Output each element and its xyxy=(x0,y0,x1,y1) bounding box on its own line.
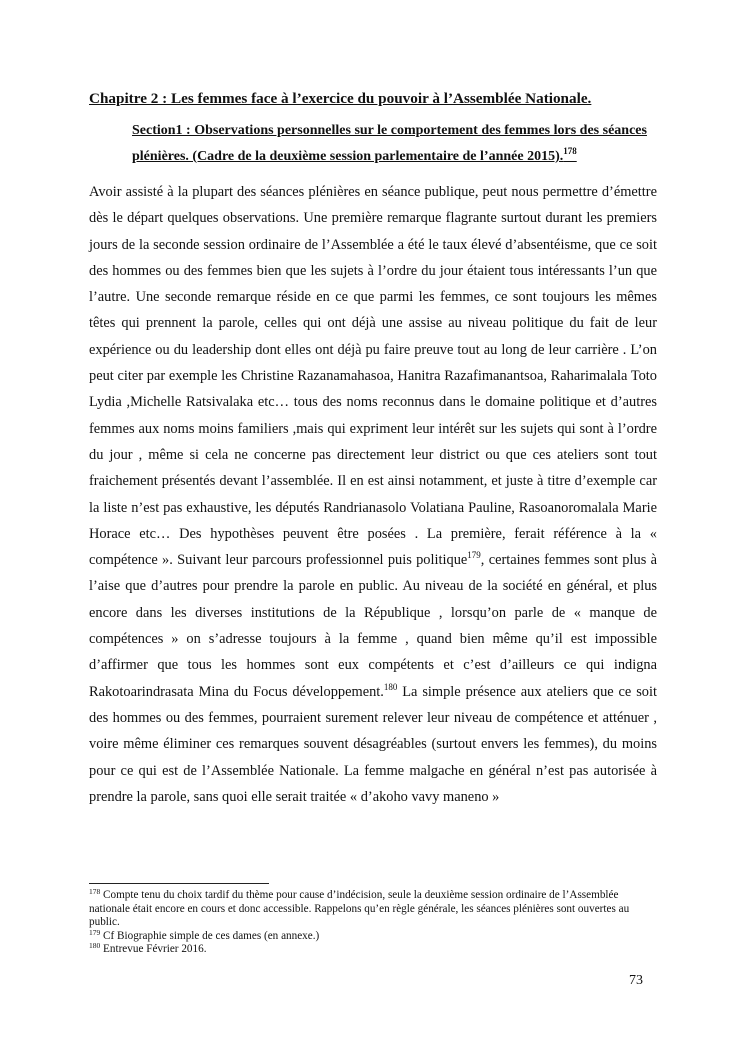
footnotes xyxy=(89,889,649,957)
footnote-number: 180 xyxy=(89,941,101,951)
footnote-number: 179 xyxy=(89,927,101,937)
footnote-text: Compte tenu du choix tardif du thème pour cause d’indécision, seule la deuxième session ordinaire de l’Assemblée nationale était encore en cours et donc accessible. Rappelons qu’en règle générale, les séances plénières sont ouvertes au public. xyxy=(89,889,630,929)
footnote-number: 178 xyxy=(89,887,101,896)
chapter-title: Chapitre 2 : Les femmes face à l’exercice du pouvoir à l’Assemblée Nationale. xyxy=(89,90,592,107)
paragraph-part-3: La simple présence aux ateliers que ce soit des hommes ou des femmes, pourraient surement relever leur niveau de compétence et atténuer , voire même éliminer ces remarques souvent désagréables (surtout envers les femmes), du moins pour ce qui est de l’Assemblée Nationale. La femme malgache en général n’est pas autorisée à prendre la parole, sans quoi elle serait traitée « d’akoho vavy maneno » xyxy=(89,683,657,805)
paragraph-part-2: , certaines femmes sont plus à l’aise que d’autres pour prendre la parole en public. Au niveau de la société en général, et plus encore dans les diverses institutions de la République , lorsqu’on parle de « manque de compétences » on s’adresse toujours à la femme , quand bien même qu’il est impossible d’affirmer que tous les hommes sont eux compétents et c’est d’ailleurs ce qui indigna Rakotoarindrasata Mina du Focus développement. xyxy=(89,552,658,700)
section-title-text: Section1 : Observations personnelles sur le comportement des femmes lors des séances plénières. (Cadre de la deuxième session parlementaire de l’année 2015). xyxy=(132,123,647,164)
footnote-separator xyxy=(89,883,269,884)
footnote xyxy=(89,943,649,957)
page-content xyxy=(89,88,657,810)
footnote-ref-178[interactable]: 178 xyxy=(563,146,577,156)
paragraph-part-1: Avoir assisté à la plupart des séances plénières en séance publique, peut nous permettre d’émettre dès le départ quelques observations. Une première remarque flagrante surtout durant les premiers jours de la seconde session ordinaire de l’Assemblée a été le taux élevé d’absentéisme, que ce soit des hommes ou des femmes bien que les sujets à l’ordre du jour étaient tous intéressants l’un que l’autre. Une seconde remarque réside en ce que parmi les femmes, ce sont toujours les mêmes têtes qui prennent la parole, celles qui ont déjà une assise au niveau politique du fait de leur expérience ou du leadership dont elles ont déjà pu faire preuve tout au long de leur carrière . L’on peut citer par exemple les Christine Razanamahasoa, Hanitra Razafimanantsoa, Raharimalala Toto Lydia ,Michelle Ratsivalaka etc… tous des noms reconnus dans le domaine politique et d’autres femmes aux noms moins familiers ,mais qui expriment leur intérêt sur les sujets qui sont à l’ordre du jour , même si cela ne concerne pas directement leur district ou que ces ateliers sont tout fraichement présentés devant l’assemblée. Il en est ainsi notamment, et juste à titre d’exemple car la liste n’est pas exhaustive, les députés Randrianasolo Volatiana Pauline, Rasoanoromalala Marie Horace etc… Des hypothèses peuvent être posées . La première, ferait référence à la « compétence ». Suivant leur parcours professionnel puis politique xyxy=(89,184,657,569)
section-title xyxy=(132,118,657,170)
body-paragraph xyxy=(89,179,657,810)
footnote xyxy=(89,927,649,944)
footnote-ref-180[interactable]: 180 xyxy=(383,681,398,692)
footnote-text: Entrevue Février 2016. xyxy=(100,943,207,956)
footnote-ref-179[interactable]: 179 xyxy=(467,550,481,561)
page-number: 73 xyxy=(629,973,643,988)
footnote-text: Cf Biographie simple de ces dames (en annexe.) xyxy=(100,929,320,942)
footnote xyxy=(89,889,649,930)
